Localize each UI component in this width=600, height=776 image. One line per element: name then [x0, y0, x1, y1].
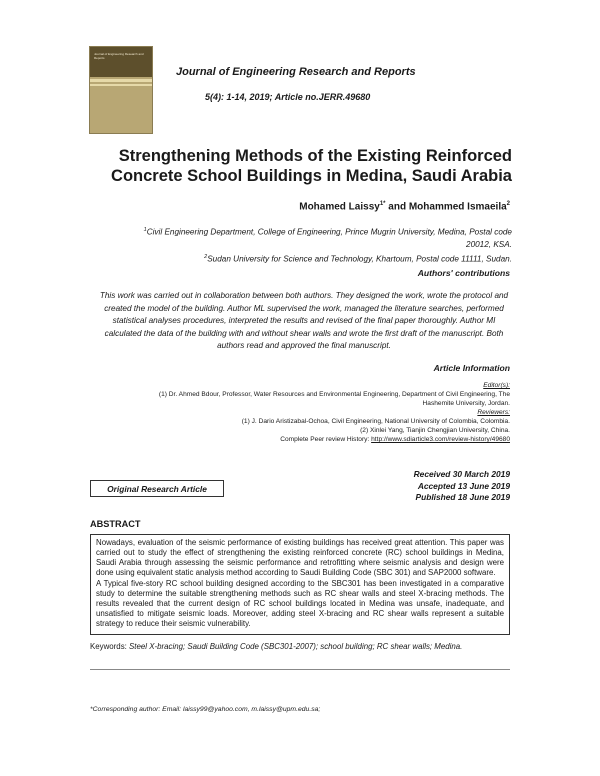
- published-date: Published 18 June 2019: [415, 492, 510, 502]
- abstract-paragraph-2: A Typical five-story RC school building designed according to the SBC301 has been investigated in a comparative study to determine the suitable strengthening methods such as RC shear walls and steel X-bracing methods. The results revealed that the current design of RC school buildings located in Medina was unsafe, inadequate, and unsatisfied to mitigate seismic loads. Moreover, adding steel X-bracing and RC shear walls represent a suitable strategy to reduce their seismic vulnerability.: [96, 579, 504, 628]
- title-line-1: Strengthening Methods of the Existing Reinforced: [118, 147, 512, 165]
- cover-title: Journal of Engineering Research and Reports: [94, 52, 144, 60]
- editor-line-2: Hashemite University, Jordan.: [422, 400, 510, 407]
- abstract-box: [90, 534, 510, 635]
- affil-1-marker: 1: [143, 227, 147, 233]
- footnote-divider: [90, 669, 510, 670]
- author-2: Mohammed Ismaeila: [408, 201, 507, 213]
- journal-name: Journal of Engineering Research and Reports: [176, 66, 416, 78]
- corresponding-author-footnote: *Corresponding author: Email: laissy99@yahoo.com, m.laissy@upm.edu.sa;: [90, 706, 321, 713]
- author-list: [299, 201, 510, 212]
- article-info-heading: Article Information: [433, 363, 510, 373]
- keywords-text: Steel X-bracing; Saudi Building Code (SBC301-2007); school building; RC shear walls; Medina.: [129, 642, 463, 651]
- affil-2-marker: 2: [204, 253, 208, 260]
- reviewer-1: (1) J. Dario Aristizabal-Ochoa, Civil Engineering, National University of Colombia, Colombia.: [241, 418, 510, 425]
- editor-line-1: (1) Dr. Ahmed Bdour, Professor, Water Resources and Environmental Engineering, Department of Civil Engineering, The: [158, 391, 510, 398]
- paper-title: [88, 146, 512, 186]
- publication-dates: [414, 469, 510, 504]
- author-2-affil: 2: [506, 201, 510, 207]
- contributions-heading: Authors' contributions: [417, 268, 510, 278]
- affil-2: Sudan University for Science and Technology, Khartoum, Postal code 11111, Sudan.: [207, 254, 512, 264]
- received-date: Received 30 March 2019: [413, 469, 510, 479]
- affiliations: [90, 224, 512, 265]
- article-info-block: [90, 381, 510, 444]
- contributions-text: This work was carried out in collaboration between both authors. They designed the work, wrote the protocol and created the model of the building. Author ML supervised the work, managed the literature searches, performed statistical analyses procedures, interpreted the results and revised of the final paper thoroughly. Author MI calculated the data of the building with and without shear walls and wrote the first draft of the manuscript. Both authors read and approved the final manuscript.: [99, 291, 509, 350]
- abstract-paragraph-1: Nowadays, evaluation of the seismic performance of existing buildings has received great attention. This paper was carried out to study the effect of strengthening the existing reinforced concrete (RC) school buildings in Medina, Saudi Arabia through assessing the seismic performance and retrofitting where seismic analysis and design were done using equivalent static analysis method according to Saudi Building Code (SBC 301) and SAP2000 software.: [96, 538, 504, 577]
- keywords-label: Keywords:: [90, 642, 130, 651]
- author-and: and: [385, 201, 409, 213]
- affil-1-line-2: 20012, KSA.: [466, 239, 512, 249]
- reviewers-label: Reviewers:: [477, 409, 510, 416]
- issue-citation: 5(4): 1-14, 2019; Article no.JERR.49680: [205, 92, 371, 102]
- abstract-heading: ABSTRACT: [90, 519, 141, 529]
- history-label: Complete Peer review History:: [280, 436, 372, 443]
- journal-cover-thumbnail: [89, 46, 153, 134]
- review-history-link[interactable]: http://www.sdiarticle3.com/review-history/49680: [371, 436, 510, 443]
- reviewer-2: (2) Xinlei Yang, Tianjin Chengjian University, China.: [360, 427, 510, 434]
- author-1-affil: 1*: [379, 201, 386, 207]
- accepted-date: Accepted 13 June 2019: [417, 480, 510, 491]
- keywords: [90, 642, 510, 653]
- editor-label: Editor(s):: [483, 382, 510, 389]
- affil-1-line-1: Civil Engineering Department, College of Engineering, Prince Mugrin University, Medina, Postal code: [146, 227, 512, 237]
- author-1: Mohamed Laissy: [299, 201, 380, 213]
- article-type-box: Original Research Article: [90, 480, 224, 497]
- title-line-2: Concrete School Buildings in Medina, Saudi Arabia: [111, 167, 512, 185]
